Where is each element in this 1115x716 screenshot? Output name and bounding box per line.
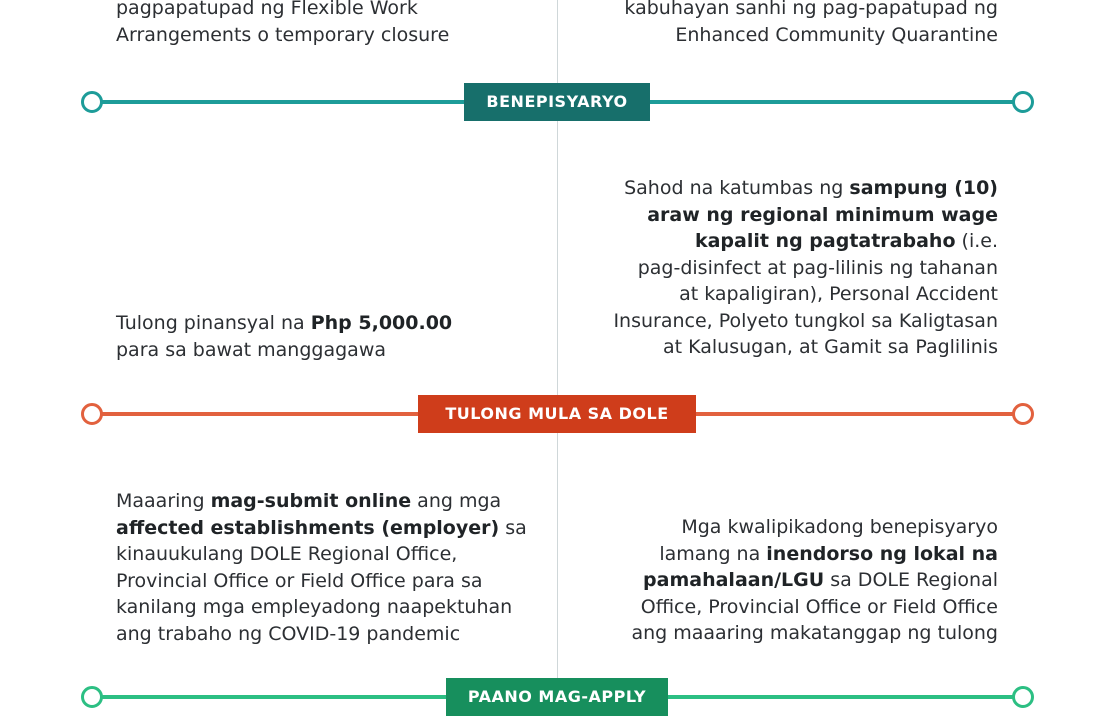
divider-dot-left (81, 91, 103, 113)
top-left-line-1: pagpapatupad ng Flexible Work (116, 0, 418, 19)
apply-right-line5: ang maaaring makatanggap ng tulong (631, 622, 998, 644)
tulong-right-line1-bold: sampung (10) (849, 177, 998, 199)
apply-left-line6: ang trabaho ng COVID-19 pandemic (116, 622, 461, 645)
divider-dot-right (1012, 91, 1034, 113)
apply-left-line4: Provincial Office or Field Office para sa (116, 569, 483, 592)
benepisyaryo-label: BENEPISYARYO (464, 83, 650, 121)
divider-dot-right (1012, 403, 1034, 425)
paano-label: PAANO MAG-APPLY (446, 678, 668, 716)
top-right-text (624, 0, 998, 48)
tulong-right-line4: pag-disinfect at pag-lilinis ng tahanan (637, 256, 998, 279)
top-right-line-2: Enhanced Community Quarantine (675, 23, 998, 46)
tulong-left-line1-pre: Tulong pinansyal na (116, 312, 311, 334)
divider-dot-right (1012, 686, 1034, 708)
tulong-right-line3-bold: kapalit ng pagtatrabaho (694, 230, 956, 252)
apply-right-line2-pre: lamang na (659, 542, 767, 565)
apply-left-line2-post: sa (499, 516, 527, 539)
tulong-left-line2: para sa bawat manggagawa (116, 338, 386, 361)
apply-right-line3-post: sa DOLE Regional (824, 569, 998, 591)
tulong-right-line3-post: (i.e. (955, 230, 998, 252)
tulong-right-line7: at Kalusugan, at Gamit sa Paglilinis (663, 336, 998, 358)
benepisyaryo-divider (81, 90, 1034, 114)
apply-left-line1-pre: Maaaring (116, 490, 211, 512)
tulong-right-line5: at kapaligiran), Personal Accident (679, 283, 998, 305)
apply-left-line3: kinauukulang DOLE Regional Office, (116, 543, 458, 565)
top-right-line-1: kabuhayan sanhi ng pag-papatupad ng (624, 0, 998, 19)
apply-left-line5: kanilang mga empleyadong naapektuhan (116, 596, 513, 618)
tulong-left-text (116, 310, 452, 363)
apply-right-line2-bold: inendorso ng lokal na (766, 542, 998, 565)
apply-right-line1: Mga kwalipikadong benepisyaryo (681, 516, 998, 538)
tulong-right-text (613, 175, 998, 361)
top-left-text (116, 0, 449, 48)
apply-left-line2-bold: affected establishments (employer) (116, 516, 500, 539)
apply-left-line1-bold: mag-submit online (210, 490, 412, 512)
apply-left-line1-post: ang mga (411, 490, 502, 512)
divider-dot-left (81, 403, 103, 425)
apply-right-text (631, 514, 998, 647)
tulong-right-line1-pre: Sahod na katumbas ng (624, 177, 850, 199)
divider-dot-left (81, 686, 103, 708)
tulong-divider (81, 402, 1034, 426)
tulong-label: TULONG MULA SA DOLE (418, 395, 696, 433)
apply-right-line4: Office, Provincial Office or Field Office (640, 595, 998, 618)
top-left-line-2: Arrangements o temporary closure (116, 23, 450, 46)
paano-divider (81, 685, 1034, 709)
tulong-right-line6: Insurance, Polyeto tungkol sa Kaligtasan (613, 309, 998, 332)
tulong-left-amount: Php 5,000.00 (310, 312, 453, 334)
apply-left-text (116, 488, 527, 647)
apply-right-line3-bold: pamahalaan/LGU (643, 569, 825, 591)
tulong-right-line2-bold: araw ng regional minimum wage (647, 203, 998, 226)
